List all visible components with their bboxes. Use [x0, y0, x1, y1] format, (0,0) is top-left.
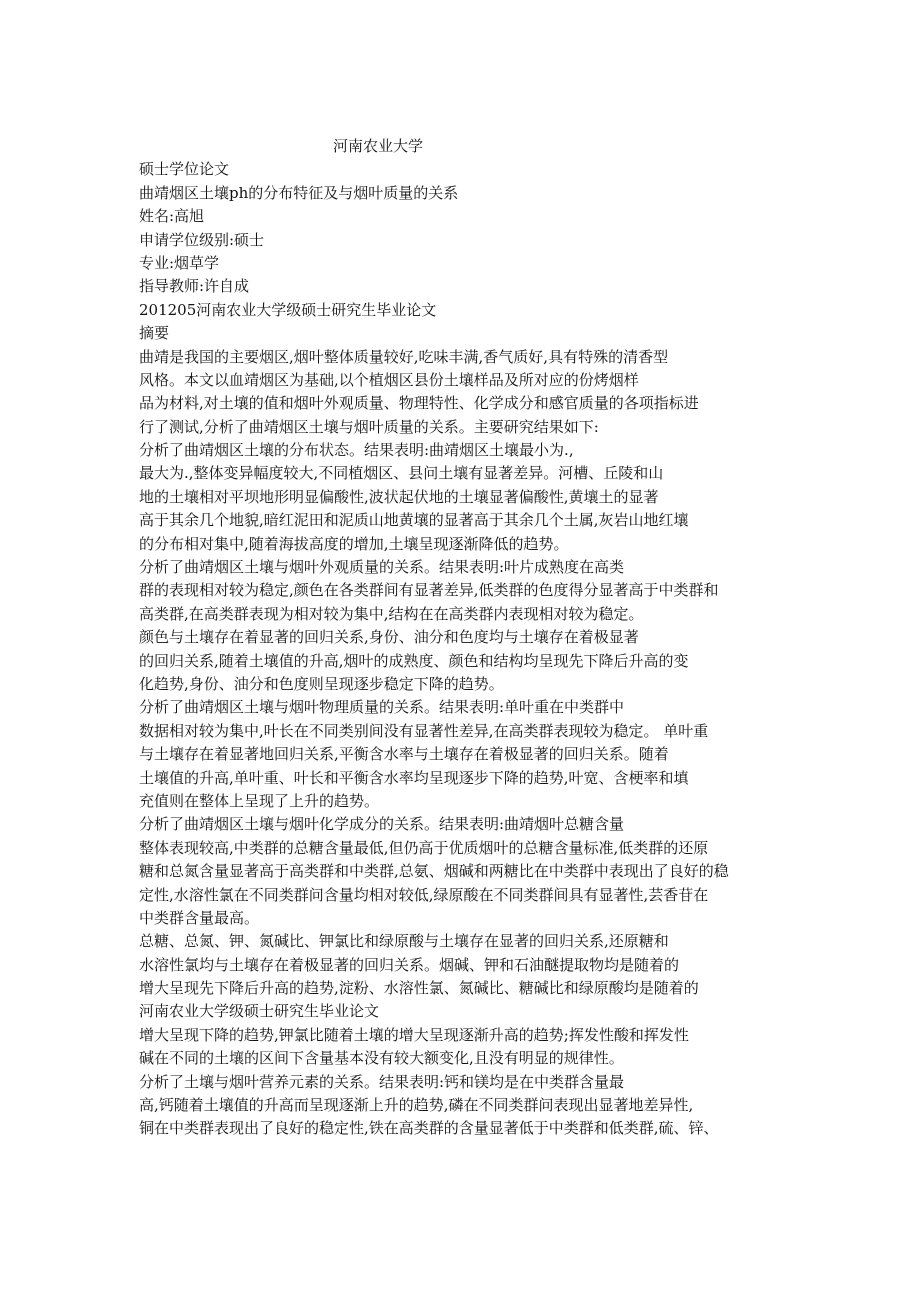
- text-line: 增大呈现先下降后升高的趋势,淀粉、水溶性氯、氮碱比、糖碱比和绿原酸均是随着的: [139, 979, 699, 998]
- text-line: 201205河南农业大学级硕士研究生毕业论文: [139, 300, 437, 319]
- text-line: 姓名:高旭: [139, 207, 205, 226]
- text-lines: [139, 158, 789, 1140]
- text-line: 的回归关系,随着土壤值的升高,烟叶的成熟度、颜色和结构均呈现先下降后升高的变: [139, 651, 689, 670]
- text-line: 定性,水溶性氯在不同类群问含量均相对较低,绿原酸在不同类群间具有显著性,芸香苷在: [139, 885, 709, 904]
- text-line: 水溶性氯均与土壤存在着极显著的回归关系。烟碱、钾和石油醚提取物均是随着的: [139, 955, 680, 974]
- text-line: 曲靖是我国的主要烟区,烟叶整体质量较好,吃味丰满,香气质好,具有特殊的清香型: [139, 347, 669, 366]
- text-line: 土壤值的升高,单叶重、叶长和平衡含水率均呈现逐步下降的趋势,叶宽、含梗率和填: [139, 768, 689, 787]
- text-line: 充值则在整体上呈现了上升的趋势。: [139, 791, 380, 810]
- text-line: 行了测试,分析了曲靖烟区土壤与烟叶质量的关系。主要研究结果如下:: [139, 417, 599, 436]
- text-line: 的分布相对集中,随着海拔高度的增加,土壤呈现逐渐降低的趋势。: [139, 534, 569, 553]
- text-line: 铜在中类群表现出了良好的稳定性,铁在高类群的含量显著低于中类群和低类群,硫、锌、: [139, 1119, 719, 1138]
- text-line: 增大呈现下降的趋势,钾氯比随着土壤的增大呈现逐渐升高的趋势;挥发性酸和挥发性: [139, 1025, 689, 1044]
- text-line: 最大为.,整体变异幅度较大,不同植烟区、县问土壤有显著差异。河槽、丘陵和山: [139, 464, 664, 483]
- text-line: 分析了曲靖烟区土壤的分布状态。结果表明:曲靖烟区土壤最小为.,: [139, 441, 574, 460]
- text-line: 高于其余几个地貌,暗红泥田和泥质山地黄壤的显著高于其余几个土属,灰岩山地红壤: [139, 511, 689, 530]
- text-line: 化趋势,身份、油分和色度则呈现逐步稳定下降的趋势。: [139, 674, 504, 693]
- text-line: 专业:烟草学: [139, 253, 220, 272]
- document-body: [139, 135, 789, 1141]
- text-line: 河南农业大学级硕士研究生毕业论文: [139, 1002, 380, 1021]
- text-line: 硕士学位论文: [139, 160, 230, 179]
- text-line: 颜色与土壤存在着显著的回归关系,身份、油分和色度均与土壤存在着极显著: [139, 628, 639, 647]
- text-line: 数据相对较为集中,叶长在不同类别间没有显著性差异,在高类群表现较为稳定。 单叶重: [139, 721, 709, 740]
- text-line: 与土壤存在着显著地回归关系,平衡含水率与土壤存在着极显著的回归关系。随着: [139, 745, 669, 764]
- text-line: 中类群含量最高。: [139, 908, 260, 927]
- text-line: 分析了曲靖烟区土壤与烟叶外观质量的关系。结果表明:叶片成熟度在高类: [139, 558, 625, 577]
- text-line: 摘要: [139, 324, 170, 343]
- text-line: 高类群,在高类群表现为相对较为集中,结构在在高类群内表现相对较为稳定。: [139, 604, 644, 623]
- text-line: 申请学位级别:硕士: [139, 230, 265, 249]
- text-line: 碱在不同的土壤的区间下含量基本没有较大额变化,且没有明显的规律性。: [139, 1049, 624, 1068]
- text-line: 分析了曲靖烟区土壤与烟叶物理质量的关系。结果表明:单叶重在中类群中: [139, 698, 625, 717]
- text-line: 总糖、总氮、钾、氮碱比、钾氯比和绿原酸与土壤存在显著的回归关系,还原糖和: [139, 932, 669, 951]
- text-line: 指导教师:许自成: [139, 277, 250, 296]
- text-line: 地的土壤相对平坝地形明显偏酸性,波状起伏地的土壤显著偏酸性,黄壤土的显著: [139, 487, 659, 506]
- text-line: 分析了曲靖烟区土壤与烟叶化学成分的关系。结果表明:曲靖烟叶总糖含量: [139, 815, 625, 834]
- university-title: 河南农业大学: [333, 137, 424, 155]
- text-line: 曲靖烟区土壤ph的分布特征及与烟叶质量的关系: [139, 183, 459, 202]
- text-line: 品为材料,对土壤的值和烟叶外观质量、物理特性、化学成分和感官质量的各项指标进: [139, 394, 699, 413]
- text-line: 整体表现较高,中类群的总糖含量最低,但仍高于优质烟叶的总糖含量标准,低类群的还原: [139, 838, 709, 857]
- text-line: 高,钙随着土壤值的升高而呈现逐渐上升的趋势,磷在不同类群问表现出显著地差异性,: [139, 1096, 694, 1115]
- text-line: 糖和总氮含量显著高于高类群和中类群,总氨、烟碱和两糖比在中类群中表现出了良好的稳: [139, 862, 729, 881]
- text-line: 分析了土壤与烟叶营养元素的关系。结果表明:钙和镁均是在中类群含量最: [139, 1072, 625, 1091]
- text-line: 群的表现相对较为稳定,颜色在各类群间有显著差异,低类群的色度得分显著高于中类群和: [139, 581, 719, 600]
- text-line: 风格。本文以血靖烟区为基础,以个植烟区县份土壤样品及所对应的份烤烟样: [139, 370, 639, 389]
